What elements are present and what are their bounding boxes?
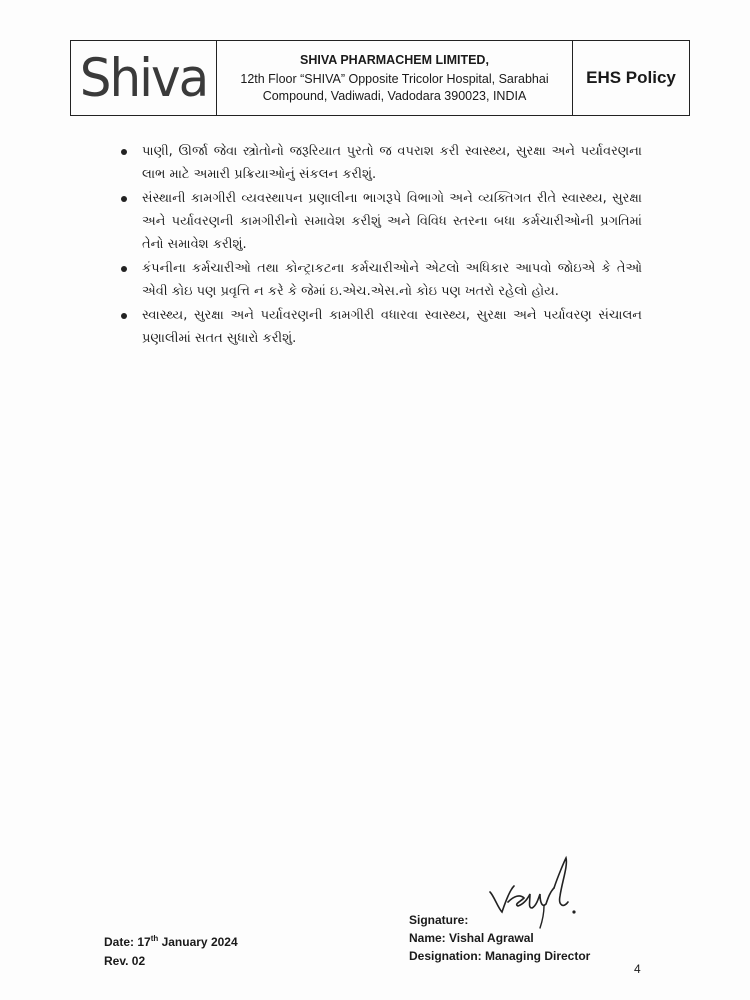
revision-number: Rev. 02	[104, 954, 146, 968]
policy-bullet-list	[112, 140, 642, 351]
bullet-item	[112, 187, 642, 256]
signatory-designation: Designation: Managing Director	[409, 949, 591, 963]
document-date	[104, 933, 238, 952]
bullet-item	[112, 140, 642, 186]
company-info	[217, 41, 573, 115]
company-name: SHIVA PHARMACHEM LIMITED,	[300, 52, 489, 67]
letterhead	[70, 40, 690, 116]
signature-label: Signature:	[409, 913, 469, 927]
bullet-text: પાણી, ઊર્જા જેવા સ્ત્રોતોનો જરૂરિયાત પુરતો જ વપરાશ કરી સ્વાસ્થ્ય, સુરક્ષા અને પર્યાવરણના લાભ માટે અમારી પ્રક્રિયાઓનું સંકલન કરીશું.	[142, 144, 642, 182]
bullet-text: સ્વાસ્થ્ય, સુરક્ષા અને પર્યાવરણની કામગીરી વધારવા સ્વાસ્થ્ય, સુરક્ષા અને પર્યાવરણ સંચાલન પ્રણાલીમાં સતત સુધારો કરીશું.	[142, 308, 642, 346]
bullet-item	[112, 304, 642, 350]
company-address-line1: 12th Floor “SHIVA” Opposite Tricolor Hospital, Sarabhai	[240, 71, 549, 86]
bullet-text: સંસ્થાની કામગીરી વ્યવસ્થાપન પ્રણાલીના ભાગરૂપે વિભાગો અને વ્યક્તિગત રીતે સ્વાસ્થ્ય, સુરક્ષા અને પર્યાવરણની કામગીરીનો સમાવેશ કરીશું અને વિવિધ સ્તરના બધા કર્મચારીઓની પ્રગતિમાં તેનો સમાવેશ કરીશું.	[142, 191, 642, 252]
signatory-name: Name: Vishal Agrawal	[409, 931, 534, 945]
bullet-dot-icon	[121, 196, 127, 202]
date-suffix-sup: th	[150, 934, 159, 943]
date-revision-block	[104, 933, 238, 971]
bullet-dot-icon	[121, 149, 127, 155]
page-number: 4	[634, 962, 641, 976]
bullet-text: કંપનીના કર્મચારીઓ તથા કોન્ટ્રાકટના કર્મચારીઓને એટલો અધિકાર આપવો જોઇએ કે તેઓ એવી કોઇ પણ પ્રવૃત્તિ ન કરે કે જેમાં ઇ.એચ.એસ.નો કોઇ પણ ખતરો રહેલો હોય.	[142, 261, 642, 299]
bullet-dot-icon	[121, 266, 127, 272]
policy-title: EHS Policy	[586, 68, 676, 87]
company-address-line2: Compound, Vadiwadi, Vadodara 390023, INDIA	[262, 88, 527, 103]
company-logo: Shiva	[79, 47, 208, 109]
date-prefix: Date: 17	[104, 935, 151, 949]
logo-cell	[71, 41, 217, 115]
bullet-dot-icon	[121, 313, 127, 319]
signatory-block	[409, 911, 590, 965]
bullet-item	[112, 257, 642, 303]
date-month-year: January 2024	[158, 935, 238, 949]
